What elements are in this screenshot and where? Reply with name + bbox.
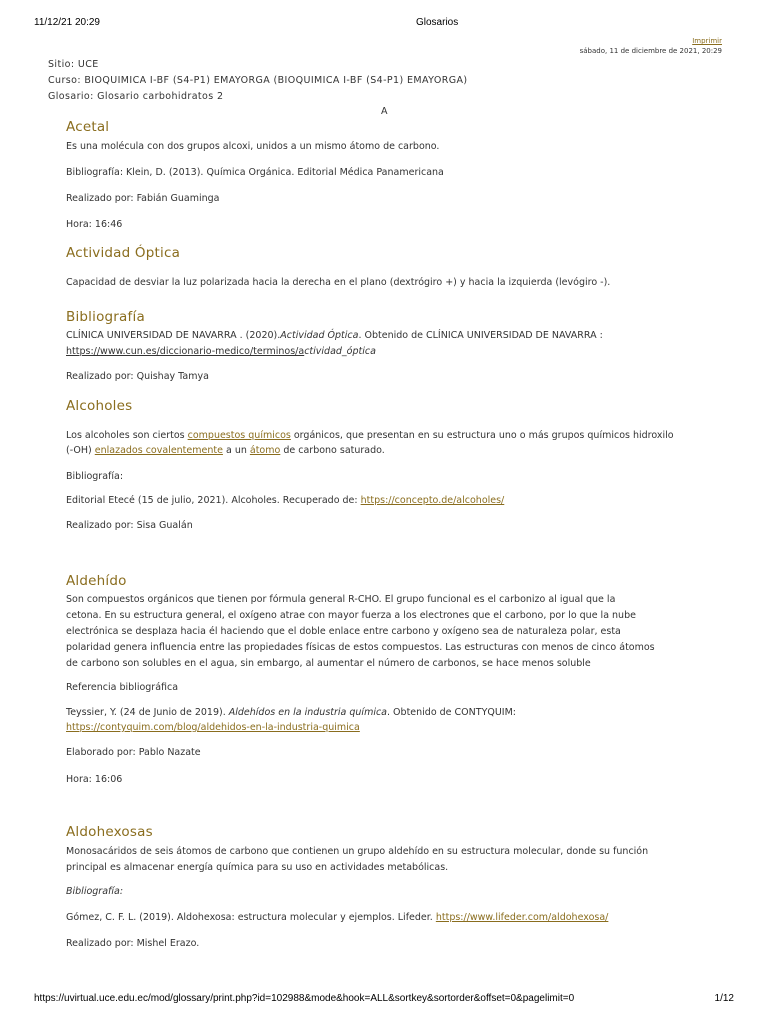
bib-title: Actividad Óptica [280,330,359,341]
author: Elaborado por: Pablo Nazate [66,747,201,758]
atomo-link[interactable]: átomo [249,445,281,456]
ref-text: . Obtenido de CONTYQUIM: [387,707,517,718]
reference-link[interactable]: https://www.cun.es/diccionario-medico/terminos/a [66,346,305,357]
print-link[interactable]: Imprimir [692,37,722,45]
definition [66,428,674,444]
letter-heading: A [381,106,388,117]
definition-line: Son compuestos orgánicos que tienen por fórmula general R-CHO. El grupo funcional es el carbonizo al igual que la [66,594,616,605]
compuestos-quimicos-link[interactable]: compuestos químicos [187,430,291,441]
print-date: sábado, 11 de diciembre de 2021, 20:29 [579,47,722,55]
definition-line: Monosacáridos de seis átomos de carbono que contienen un grupo aldehído en su estructura molecular, donde su función [66,846,649,857]
reference-url [66,720,360,736]
bibliography: Bibliografía: Klein, D. (2013). Química Orgánica. Editorial Médica Panamericana [66,167,444,178]
course-label: Curso: BIOQUIMICA I-BF (S4-P1) EMAYORGA (BIOQUIMICA I-BF (S4-P1) EMAYORGA) [48,75,468,86]
definition-line: principal es almacenar energía química para su uso en actividades metabólicas. [66,862,449,873]
bibliography [66,493,504,509]
term-alcoholes: Alcoholes [66,398,133,414]
definition-line: electrónica se desplaza hacia él haciendo que el doble enlace entre carbono y oxígeno sea de naturaleza polar, esta [66,626,621,637]
definition: Capacidad de desviar la luz polarizada hacia la derecha en el plano (dextrógiro +) y hacia la izquierda (levógiro -). [66,277,611,288]
bib-text: Gómez, C. F. L. (2019). Aldohexosa: estructura molecular y ejemplos. Lifeder. [66,912,436,923]
definition-line: de carbono son solubles en el agua, sin embargo, al aumentar el número de carbonos, se hace menos soluble [66,658,591,669]
bib-text: CLÍNICA UNIVERSIDAD DE NAVARRA . (2020). [66,330,281,341]
page-number: 1/12 [714,993,734,1004]
def-text: (-OH) [66,445,95,456]
def-text: Los alcoholes son ciertos [66,430,188,441]
reference-label: Referencia bibliográfica [66,682,179,693]
definition: Es una molécula con dos grupos alcoxi, unidos a un mismo átomo de carbono. [66,141,440,152]
reference [66,705,516,721]
bibliography-label: Bibliografía: [66,471,124,482]
reference-link[interactable]: https://www.lifeder.com/aldohexosa/ [435,912,609,923]
time: Hora: 16:46 [66,219,123,230]
enlazados-covalentemente-link[interactable]: enlazados covalentemente [94,445,223,456]
def-text: de carbono saturado. [280,445,385,456]
bibliography-url [66,344,376,360]
definition-cont [66,443,385,459]
term-aldohexosas: Aldohexosas [66,824,153,840]
reference-link[interactable]: https://contyquim.com/blog/aldehidos-en-la-industria-quimica [66,722,360,733]
definition-line: polaridad genera influencia entre las propiedades físicas de estos compuestos. Las estructuras con menos de cinco átomos [66,642,655,653]
author: Realizado por: Mishel Erazo. [66,938,200,949]
bib-text: Editorial Etecé (15 de julio, 2021). Alcoholes. Recuperado de: [66,495,361,506]
reference-link[interactable]: https://concepto.de/alcoholes/ [360,495,505,506]
def-text: orgánicos, que presentan en su estructura uno o más grupos químicos hidroxilo [290,430,674,441]
site-label: Sitio: UCE [48,59,99,70]
author: Realizado por: Quishay Tamya [66,371,209,382]
term-acetal: Acetal [66,119,110,135]
def-text: a un [222,445,250,456]
ref-title: Aldehídos en la industria química [228,707,388,718]
author: Realizado por: Sisa Gualán [66,520,193,531]
time: Hora: 16:06 [66,774,123,785]
author: Realizado por: Fabián Guaminga [66,193,220,204]
bibliography-label: Bibliografía: [66,886,124,897]
url-tail: ctividad_óptica [304,346,376,357]
footer-url: https://uvirtual.uce.edu.ec/mod/glossary/print.php?id=102988&mode&hook=ALL&sortkey&sortorder&offset=0&pagelimit=0 [34,993,575,1004]
page-title: Glosarios [416,17,459,28]
bibliography [66,328,603,344]
bib-text: . Obtenido de CLÍNICA UNIVERSIDAD DE NAVARRA : [358,330,603,341]
definition-line: cetona. En su estructura general, el oxígeno atrae con mayor fuerza a los electrones que el carbono, por lo que la nube [66,610,636,621]
term-aldehido: Aldehído [66,573,127,589]
print-datetime: 11/12/21 20:29 [34,17,100,28]
glossary-label: Glosario: Glosario carbohidratos 2 [48,91,224,102]
bibliography-heading: Bibliografía [66,309,145,325]
bibliography [66,910,608,926]
ref-text: Teyssier, Y. (24 de Junio de 2019). [66,707,229,718]
term-actividad-optica: Actividad Óptica [66,245,181,261]
